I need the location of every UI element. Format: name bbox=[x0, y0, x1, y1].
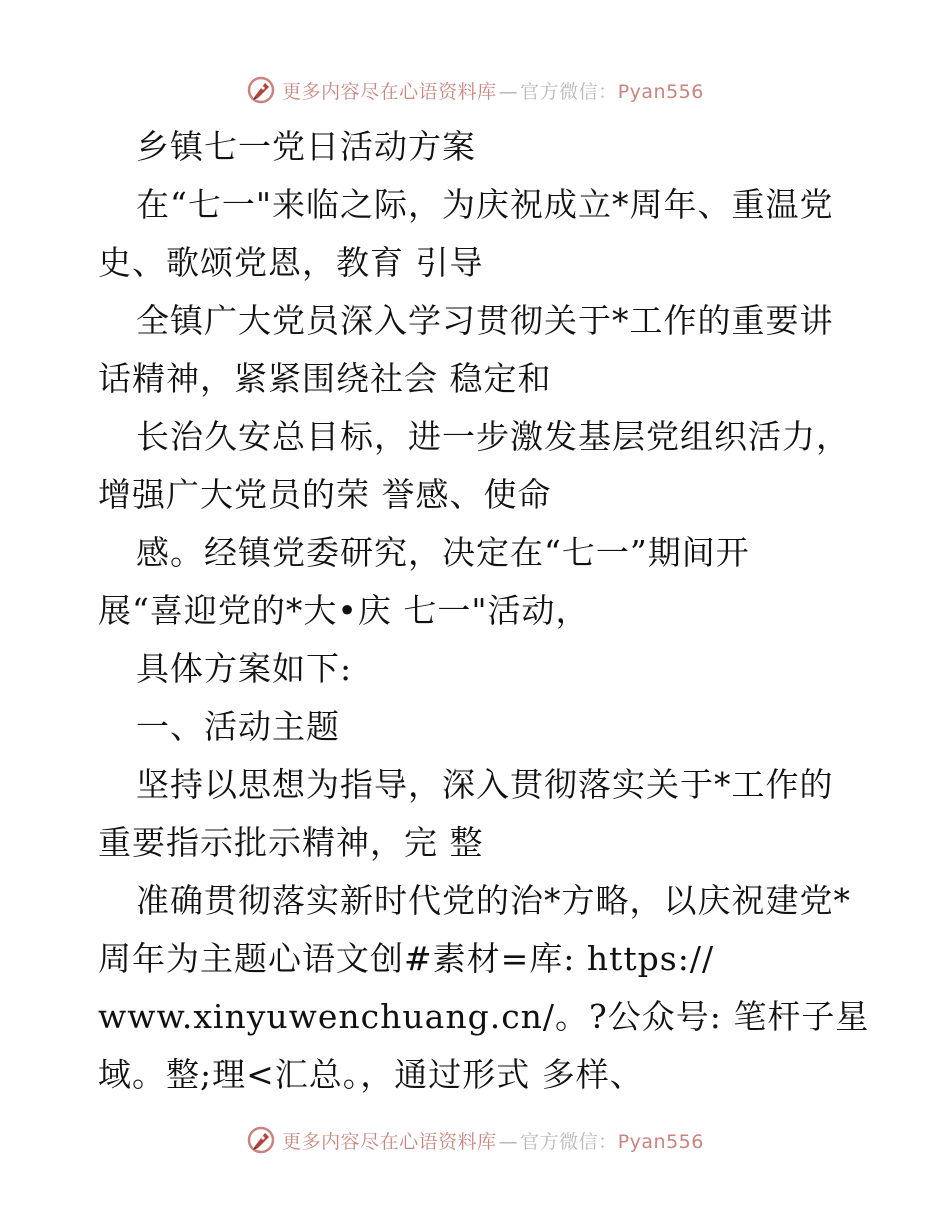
paragraph-line: 史、歌颂党恩，教育 引导 bbox=[98, 243, 484, 282]
paragraph-line: 域。整;理<汇总。，通过形式 多样、 bbox=[98, 1055, 644, 1094]
paragraph-line: 全镇广大党员深入学习贯彻关于*工作的重要讲 bbox=[136, 301, 834, 340]
paragraph-line: 具体方案如下: bbox=[136, 649, 353, 688]
watermark-main: 更多内容尽在心语资料库 bbox=[282, 1130, 497, 1153]
paragraph-line: 话精神，紧紧围绕社会 稳定和 bbox=[98, 359, 552, 398]
paragraph-line: 在“七一"来临之际，为庆祝成立*周年、重温党 bbox=[136, 185, 834, 224]
watermark-main: 更多内容尽在心语资料库 bbox=[282, 80, 497, 103]
paragraph-line: 增强广大党员的荣 誉感、使命 bbox=[98, 475, 552, 514]
paragraph-line: 展“喜迎党的*大•庆 七一"活动， bbox=[98, 591, 590, 630]
paragraph-line: 感。经镇党委研究，决定在“七一”期间开 bbox=[136, 533, 750, 572]
watermark-id: Pyan556 bbox=[617, 1130, 704, 1153]
watermark-channel: 官方微信： bbox=[520, 80, 618, 103]
paragraph-line: 周年为主题心语文创#素材=库: https:// bbox=[98, 939, 715, 978]
section-heading: 一、活动主题 bbox=[136, 707, 340, 746]
watermark-dash: — bbox=[498, 1130, 519, 1153]
paragraph-line: 坚持以思想为指导，深入贯彻落实关于*工作的 bbox=[136, 765, 834, 804]
header-watermark bbox=[0, 70, 950, 110]
watermark-dash: — bbox=[498, 80, 519, 103]
paragraph-line: 长治久安总目标，进一步激发基层党组织活力， bbox=[136, 417, 850, 456]
watermark-text bbox=[282, 77, 704, 104]
pen-nib-logo-icon bbox=[246, 1125, 276, 1155]
watermark-text bbox=[282, 1127, 704, 1154]
paragraph-line: 准确贯彻落实新时代党的治*方略，以庆祝建党* bbox=[136, 881, 851, 920]
watermark-id: Pyan556 bbox=[617, 80, 704, 103]
paragraph-line: 重要指示批示精神，完 整 bbox=[98, 823, 484, 862]
watermark-channel: 官方微信： bbox=[520, 1130, 618, 1153]
pen-nib-logo-icon bbox=[246, 75, 276, 105]
paragraph-line: www.xinyuwenchuang.cn/。?公众号: 笔杆子星 bbox=[98, 997, 870, 1036]
footer-watermark bbox=[0, 1120, 950, 1160]
document-title: 乡镇七一党日活动方案 bbox=[136, 127, 476, 166]
